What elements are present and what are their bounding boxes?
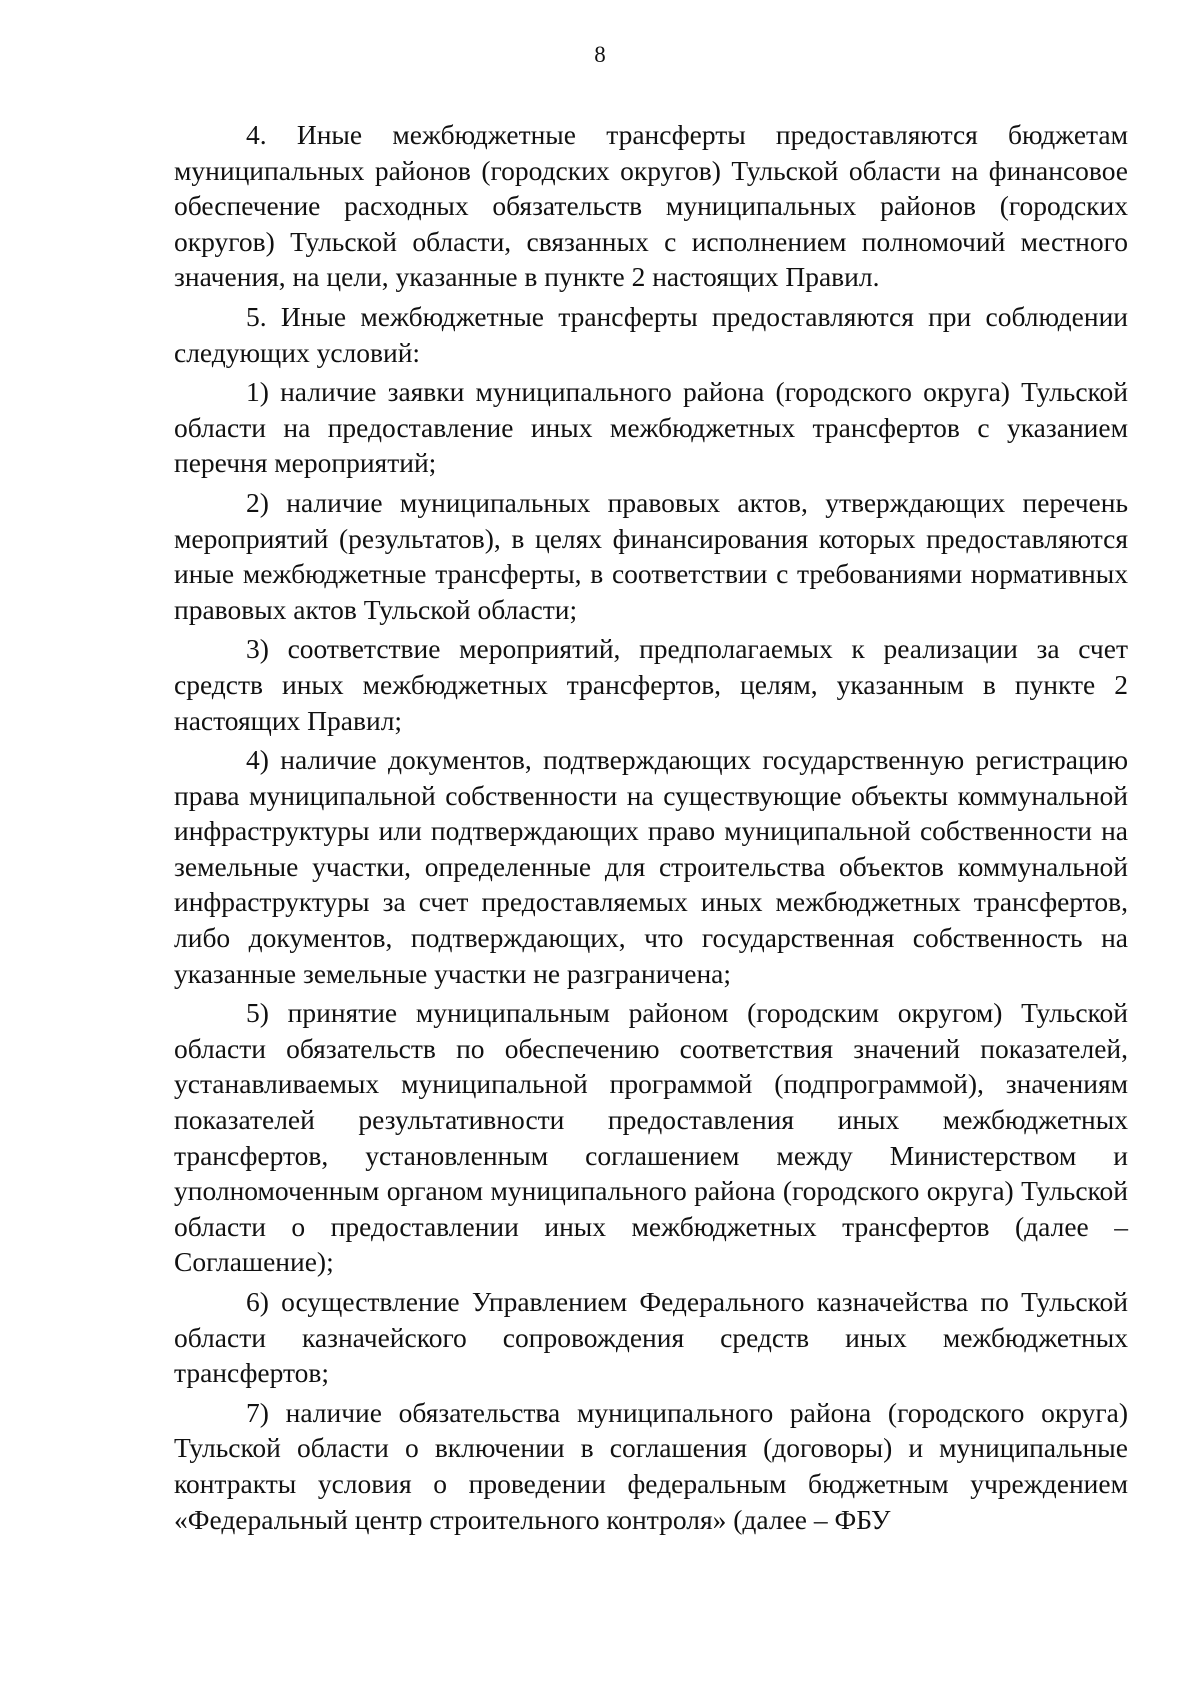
document-body — [174, 117, 1128, 1541]
condition-7: 7) наличие обязательства муниципального района (городского округа) Тульской области о включении в соглашения (договоры) и муниципальные контракты условия о проведении федеральным бюджетным учреждением «Федеральный центр строительного контроля» (далее – ФБУ — [174, 1396, 1128, 1535]
condition-2: 2) наличие муниципальных правовых актов, утверждающих перечень мероприятий (результатов), в целях финансирования которых предоставляются иные межбюджетные трансферты, в соответствии с требованиями нормативных правовых актов Тульской области; — [174, 486, 1128, 625]
condition-6: 6) осуществление Управлением Федерального казначейства по Тульской области казначейского сопровождения средств иных межбюджетных трансфертов; — [174, 1286, 1128, 1389]
page-number: 8 — [594, 42, 606, 67]
condition-5: 5) принятие муниципальным районом (городским округом) Тульской области обязательств по обеспечению соответствия значений показателей, устанавливаемых муниципальной программой (подпрограммой), значениям показателей результативности предоставления иных межбюджетных трансфертов, установленным соглашением между Министерством и уполномоченным органом муниципального района (городского округа) Тульской области о предоставлении иных межбюджетных трансфертов (далее – Соглашение); — [174, 997, 1128, 1278]
condition-4: 4) наличие документов, подтверждающих государственную регистрацию права муниципальной собственности на существующие объекты коммунальной инфраструктуры или подтверждающих право муниципальной собственности на земельные участки, определенные для строительства объектов коммунальной инфраструктуры за счет предоставляемых иных межбюджетных трансфертов, либо документов, подтверждающих, что государственная собственность на указанные земельные участки не разграничена; — [174, 744, 1128, 989]
paragraph-item-5: 5. Иные межбюджетные трансферты предоставляются при соблюдении следующих условий: — [174, 300, 1128, 368]
condition-3: 3) соответствие мероприятий, предполагаемых к реализации за счет средств иных межбюджетных трансфертов, целям, указанным в пункте 2 настоящих Правил; — [174, 633, 1128, 736]
condition-1: 1) наличие заявки муниципального района (городского округа) Тульской области на предоставление иных межбюджетных трансфертов с указанием перечня мероприятий; — [174, 376, 1128, 479]
paragraph-item-4: 4. Иные межбюджетные трансферты предоставляются бюджетам муниципальных районов (городских округов) Тульской области на финансовое обеспечение расходных обязательств муниципальных районов (городских округов) Тульской области, связанных с исполнением полномочий местного значения, на цели, указанные в пункте 2 настоящих Правил. — [174, 119, 1128, 293]
